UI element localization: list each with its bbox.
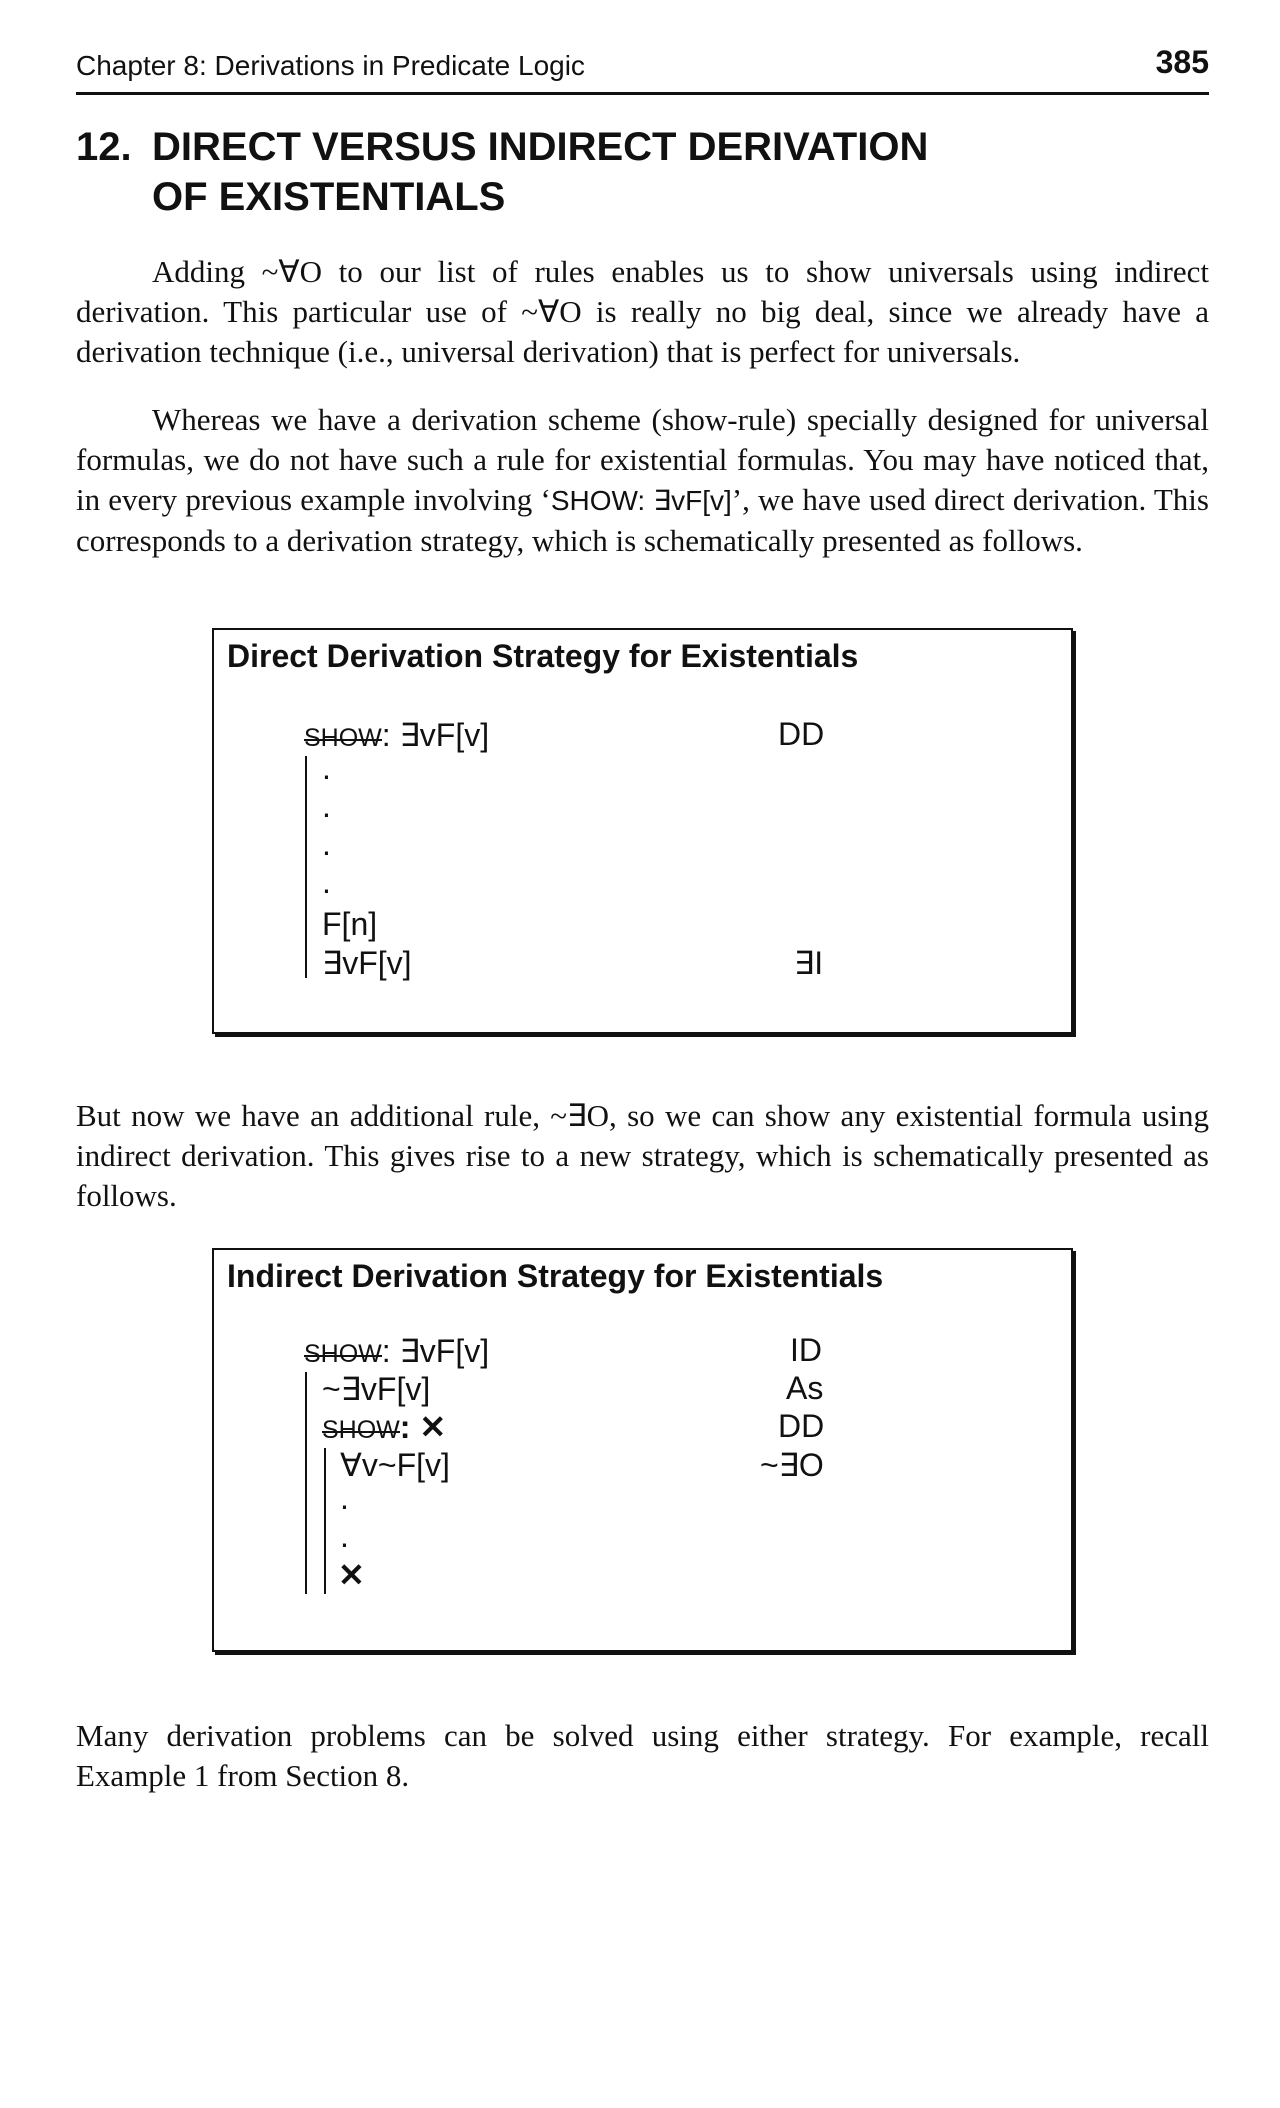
- indirect-show-formula: : ∃vF[v]: [381, 1333, 490, 1369]
- section-number: 12.: [76, 125, 132, 169]
- indirect-outer-scope-bar: [305, 1372, 307, 1594]
- indirect-box-title: Indirect Derivation Strategy for Existentials: [227, 1258, 884, 1294]
- indirect-show-line: [304, 1332, 489, 1370]
- indirect-strategy-box: [212, 1248, 1073, 1652]
- direct-dot-3: .: [322, 826, 331, 862]
- paragraph-4: Many derivation problems can be solved using either strategy. For example, recall Example 1 from Section 8.: [76, 1718, 1209, 1793]
- page-number: 385: [1155, 44, 1209, 80]
- paragraph-2: [76, 400, 1209, 561]
- indirect-show-contradiction-line: [322, 1408, 446, 1446]
- section-title-line1: DIRECT VERSUS INDIRECT DERIVATION: [152, 125, 929, 169]
- page: [76, 0, 1209, 2108]
- direct-dot-4: .: [322, 864, 331, 900]
- direct-line-exists: ∃vF[v]: [322, 945, 412, 981]
- indirect-dot-1: .: [340, 1480, 349, 1516]
- direct-show-formula: : ∃vF[v]: [381, 717, 490, 753]
- indirect-show2-justification: DD: [778, 1408, 825, 1444]
- indirect-forall-line: ∀v~F[v]: [340, 1447, 450, 1483]
- chapter-title: Chapter 8: Derivations in Predicate Logic: [76, 50, 585, 81]
- direct-scope-bar: [305, 756, 307, 978]
- indirect-assumption-line: ~∃vF[v]: [322, 1371, 431, 1407]
- contradiction-x-icon: ✕: [338, 1557, 365, 1593]
- show-keyword: SHOW: [322, 1416, 400, 1444]
- direct-strategy-box: [212, 628, 1073, 1034]
- paragraph-3: But now we have an additional rule, ~∃O, so we can show any existential formula using indirect derivation. This gives rise to a new strategy, which is schematically presented as follows.: [76, 1098, 1209, 1213]
- paragraph-2-text-b: ’, we have used direct derivation. This corresponds to a derivation strategy, which is schematically presented as follows.: [76, 482, 1209, 558]
- section-title-line2: OF EXISTENTIALS: [152, 175, 506, 219]
- direct-exists-justification: ∃I: [794, 945, 824, 981]
- direct-dot-2: .: [322, 788, 331, 824]
- direct-box-title: Direct Derivation Strategy for Existentials: [227, 638, 859, 674]
- indirect-assumption-justification: As: [786, 1370, 824, 1406]
- show-keyword: SHOW: [304, 724, 382, 752]
- show-keyword: SHOW: [304, 1340, 382, 1368]
- indirect-show-contradiction-rest: : ✕: [399, 1409, 447, 1445]
- paragraph-2-text-a: Whereas we have a derivation scheme (show-rule) specially designed for universal formulas, we do not have such a rule for existential formulas. You may have noticed that, in every previous example involving ‘: [76, 402, 1209, 517]
- running-head: [76, 44, 1209, 95]
- paragraph-2-code: SHOW: ∃vF[v]: [550, 485, 732, 516]
- direct-line-fn: F[n]: [322, 906, 378, 942]
- indirect-forall-justification: ~∃O: [760, 1447, 824, 1483]
- indirect-dot-2: .: [340, 1518, 349, 1554]
- indirect-inner-scope-bar: [324, 1448, 326, 1594]
- direct-show-justification: DD: [778, 716, 825, 752]
- paragraph-1: Adding ~∀O to our list of rules enables us to show universals using indirect derivation. This particular use of ~∀O is really no big deal, since we already have a derivation technique (i.e., universal derivation) that is perfect for universals.: [76, 254, 1209, 369]
- direct-show-line: [304, 716, 489, 754]
- direct-dot-1: .: [322, 750, 331, 786]
- indirect-show-justification: ID: [790, 1332, 822, 1368]
